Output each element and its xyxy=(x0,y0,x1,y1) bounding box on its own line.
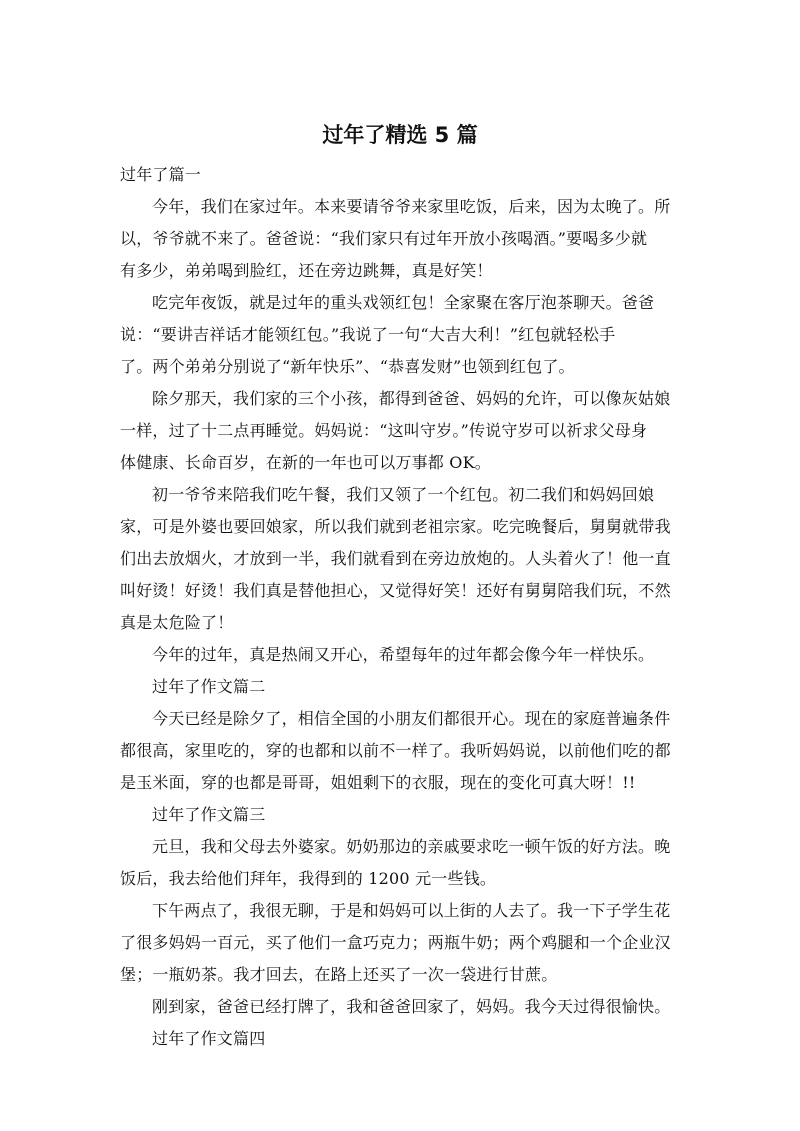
text-line: 过年了作文篇四 xyxy=(152,1029,266,1048)
text-line: 了很多妈妈一百元，买了他们一盒巧克力；两瓶牛奶；两个鸡腿和一个企业汉 xyxy=(120,933,671,952)
section-heading xyxy=(120,799,690,831)
text-line: 以，爷爷就不来了。爸爸说：“我们家只有过年开放小孩喝酒。”要喝多少就 xyxy=(120,229,648,248)
text-line: 一样，过了十二点再睡觉。妈妈说：“这叫守岁。”传说守岁可以祈求父母身 xyxy=(120,421,648,440)
paragraph xyxy=(120,383,690,479)
text-line: 今年，我们在家过年。本来要请爷爷来家里吃饭，后来，因为太晚了。所 xyxy=(152,197,671,216)
text-line: 除夕那天，我们家的三个小孩，都得到爸爸、妈妈的允许，可以像灰姑娘 xyxy=(152,389,671,408)
document-title: 过年了精选 5 篇 xyxy=(322,123,478,147)
text-line: 都很高，家里吃的，穿的也都和以前不一样了。我听妈妈说，以前他们吃的都 xyxy=(120,741,671,760)
text-line: 过年了作文篇三 xyxy=(152,805,266,824)
text-line: 们出去放烟火，才放到一半，我们就看到在旁边放炮的。人头着火了！他一直 xyxy=(120,549,671,568)
text-line: 下午两点了，我很无聊，于是和妈妈可以上街的人去了。我一下子学生花 xyxy=(152,901,671,920)
section-heading xyxy=(120,671,690,703)
text-line: 了。两个弟弟分别说了“新年快乐”、“恭喜发财”也领到红包了。 xyxy=(120,357,575,376)
text-line: 饭后，我去给他们拜年，我得到的 1200 元一些钱。 xyxy=(120,869,497,888)
text-line: 体健康、长命百岁，在新的一年也可以万事都 OK。 xyxy=(120,453,491,472)
text-line: 家，可是外婆也要回娘家，所以我们就到老祖宗家。吃完晚餐后，舅舅就带我 xyxy=(120,517,671,536)
text-line: 今天已经是除夕了，相信全国的小朋友们都很开心。现在的家庭普遍条件 xyxy=(152,709,671,728)
text-line: 有多少，弟弟喝到脸红，还在旁边跳舞，真是好笑！ xyxy=(120,261,493,280)
text-line: 堡；一瓶奶茶。我才回去，在路上还买了一次一袋进行甘蔗。 xyxy=(120,965,558,984)
document-body xyxy=(120,159,690,1055)
text-line: 是玉米面，穿的也都是哥哥，姐姐剩下的衣服，现在的变化可真大呀！!! xyxy=(120,773,636,792)
paragraph xyxy=(120,895,690,991)
text-line: 叫好烫！好烫！我们真是替他担心，又觉得好笑！还好有舅舅陪我们玩，不然 xyxy=(120,581,671,600)
paragraph xyxy=(120,991,690,1023)
paragraph xyxy=(120,191,690,287)
text-line: 过年了作文篇二 xyxy=(152,677,266,696)
text-line: 过年了篇一 xyxy=(120,165,202,184)
text-line: 初一爷爷来陪我们吃午餐，我们又领了一个红包。初二我们和妈妈回娘 xyxy=(152,485,655,504)
text-line: 元旦，我和父母去外婆家。奶奶那边的亲戚要求吃一顿午饭的好方法。晚 xyxy=(152,837,671,856)
text-line: 真是太危险了！ xyxy=(120,613,234,632)
paragraph xyxy=(120,703,690,799)
paragraph xyxy=(120,639,690,671)
paragraph xyxy=(120,831,690,895)
paragraph xyxy=(120,479,690,639)
text-line: 今年的过年，真是热闹又开心，希望每年的过年都会像今年一样快乐。 xyxy=(152,645,655,664)
section-heading xyxy=(120,159,690,191)
text-line: 刚到家，爸爸已经打牌了，我和爸爸回家了，妈妈。我今天过得很愉快。 xyxy=(152,997,671,1016)
text-line: 吃完年夜饭，就是过年的重头戏领红包！全家聚在客厅泡茶聊天。爸爸 xyxy=(152,293,655,312)
paragraph xyxy=(120,287,690,383)
section-heading xyxy=(120,1023,690,1055)
text-line: 说：“要讲吉祥话才能领红包。”我说了一句“大吉大利！”红包就轻松手 xyxy=(120,325,616,344)
